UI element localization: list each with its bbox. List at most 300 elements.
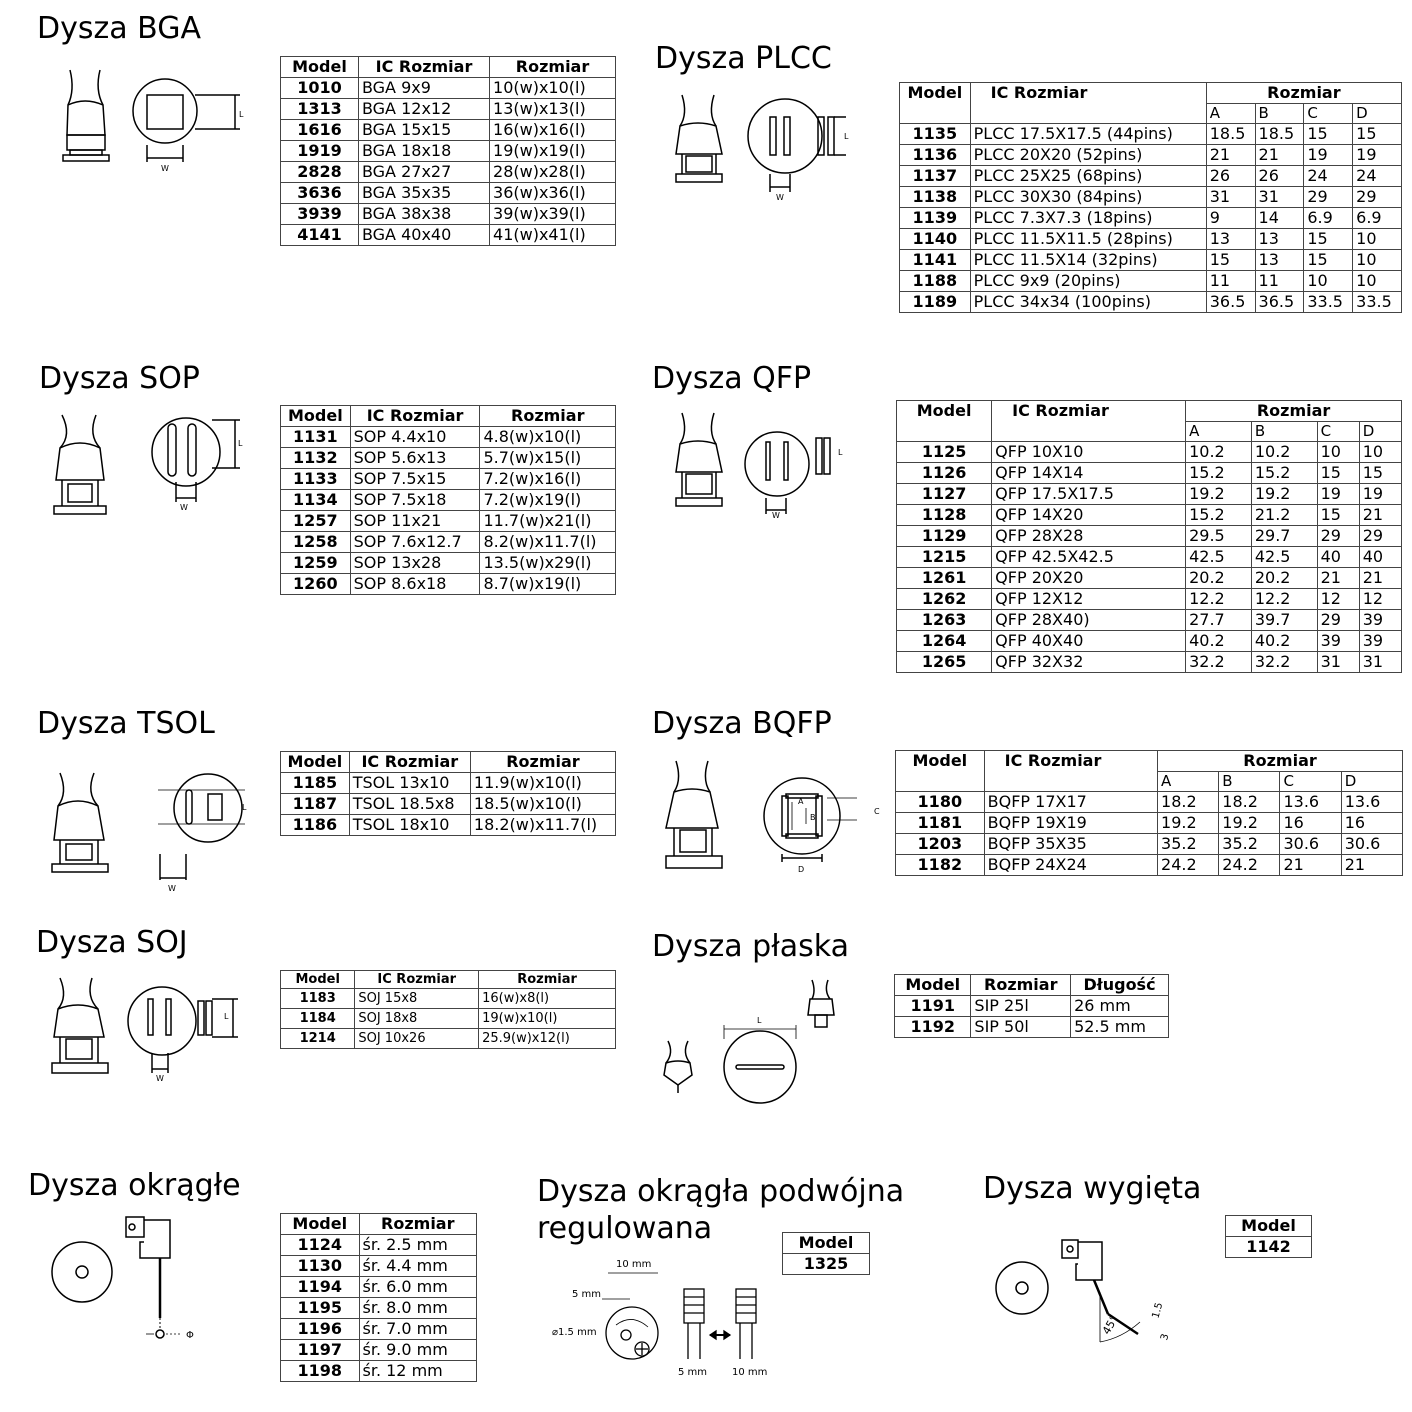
table-row (897, 547, 1402, 568)
model-cell: 1261 (897, 568, 992, 589)
value-cell: 32.2 (1186, 652, 1252, 673)
double-table (782, 1232, 870, 1275)
value-cell: QFP 42.5X42.5 (992, 547, 1186, 568)
value-cell: 6.9 (1353, 208, 1402, 229)
value-cell: BQFP 24X24 (984, 855, 1157, 876)
value-cell: 15 (1317, 463, 1359, 484)
value-cell: 10.2 (1186, 442, 1252, 463)
value-cell: QFP 14X20 (992, 505, 1186, 526)
soj-w-label: W (156, 1074, 164, 1083)
table-header: Rozmiar (1158, 751, 1403, 772)
value-cell: 13.6 (1341, 792, 1402, 813)
value-cell: 33.5 (1304, 292, 1353, 313)
table-row (897, 652, 1402, 673)
value-cell: 15 (1304, 250, 1353, 271)
model-cell: 1130 (281, 1256, 360, 1277)
tsol-table (280, 751, 616, 836)
bqfp-c-label: C (874, 807, 880, 816)
title-bga: Dysza BGA (37, 11, 201, 46)
model-cell: 2828 (281, 162, 359, 183)
table-header: Rozmiar (490, 57, 616, 78)
table-header-row (900, 83, 1402, 104)
title-sop: Dysza SOP (39, 361, 200, 396)
value-cell: 24 (1353, 166, 1402, 187)
value-cell: QFP 10X10 (992, 442, 1186, 463)
table-header-row (281, 971, 616, 989)
value-cell: 8.2(w)x11.7(l) (480, 532, 616, 553)
value-cell: 30.6 (1341, 834, 1402, 855)
value-cell: PLCC 7.3X7.3 (18pins) (970, 208, 1206, 229)
value-cell: 24.2 (1219, 855, 1280, 876)
value-cell: 40 (1359, 547, 1401, 568)
table-header: Model (281, 406, 351, 427)
flat-nozzle-drawing (660, 975, 860, 1110)
tsol-l-label: L (242, 803, 247, 812)
table-row (900, 166, 1402, 187)
value-cell: 24.2 (1158, 855, 1219, 876)
table-header: IC Rozmiar (355, 971, 479, 989)
value-cell: śr. 12 mm (359, 1361, 477, 1382)
value-cell: 18.5(w)x10(l) (470, 794, 615, 815)
value-cell: 21.2 (1251, 505, 1317, 526)
value-cell: 40 (1317, 547, 1359, 568)
table-header: Model (281, 57, 359, 78)
flat-table (894, 974, 1169, 1038)
table-row (281, 1256, 477, 1277)
value-cell: 10 (1353, 250, 1402, 271)
model-cell: 4141 (281, 225, 359, 246)
table-header: IC Rozmiar (970, 83, 1206, 124)
model-cell: 1136 (900, 145, 971, 166)
tsol-w-label: W (168, 884, 176, 893)
value-cell: QFP 40X40 (992, 631, 1186, 652)
value-cell: śr. 6.0 mm (359, 1277, 477, 1298)
bqfp-b-label: B (810, 813, 816, 822)
value-cell: 18.5 (1206, 124, 1255, 145)
value-cell: PLCC 11.5X11.5 (28pins) (970, 229, 1206, 250)
value-cell: 18.5 (1255, 124, 1304, 145)
table-row (900, 145, 1402, 166)
value-cell: 13 (1255, 250, 1304, 271)
value-cell: 18.2 (1158, 792, 1219, 813)
table-header: Model (900, 83, 971, 124)
model-cell: 1264 (897, 631, 992, 652)
model-cell: 1313 (281, 99, 359, 120)
value-cell: QFP 28X28 (992, 526, 1186, 547)
title-qfp: Dysza QFP (652, 361, 812, 396)
model-cell: 1141 (900, 250, 971, 271)
value-cell: TSOL 13x10 (349, 773, 470, 794)
value-cell: 16 (1280, 813, 1341, 834)
table-row (895, 1017, 1169, 1038)
table-row (281, 1319, 477, 1340)
double-right-label: 10 mm (732, 1367, 768, 1378)
model-cell: 1128 (897, 505, 992, 526)
value-cell: 19(w)x19(l) (490, 141, 616, 162)
table-header: Rozmiar (479, 971, 616, 989)
model-cell: 1265 (897, 652, 992, 673)
table-header-row (783, 1233, 870, 1254)
value-cell: 39(w)x39(l) (490, 204, 616, 225)
value-cell: 13 (1255, 229, 1304, 250)
table-header-row (1226, 1216, 1312, 1237)
value-cell: śr. 8.0 mm (359, 1298, 477, 1319)
table-row (281, 1340, 477, 1361)
table-subheader: A (1158, 772, 1219, 792)
value-cell: BGA 18x18 (358, 141, 489, 162)
table-row (783, 1254, 870, 1275)
tsol-nozzle-drawing (48, 768, 253, 898)
value-cell: 25.9(w)x12(l) (479, 1029, 616, 1049)
table-row (281, 448, 616, 469)
table-header: Model (281, 752, 350, 773)
value-cell: 6.9 (1304, 208, 1353, 229)
table-row (281, 78, 616, 99)
value-cell: SOP 8.6x18 (350, 574, 480, 595)
value-cell: QFP 17.5X17.5 (992, 484, 1186, 505)
value-cell: TSOL 18.5x8 (349, 794, 470, 815)
double-side-label: 5 mm (572, 1289, 602, 1300)
table-header: Rozmiar (1186, 401, 1402, 422)
table-header-row (896, 751, 1403, 772)
model-cell: 1125 (897, 442, 992, 463)
double-left-label: 5 mm (678, 1367, 708, 1378)
model-cell: 1259 (281, 553, 351, 574)
value-cell: 33.5 (1353, 292, 1402, 313)
table-row (281, 815, 616, 836)
table-row (281, 427, 616, 448)
value-cell: 36.5 (1206, 292, 1255, 313)
table-subheader: A (1206, 104, 1255, 124)
table-row (897, 631, 1402, 652)
table-row (900, 229, 1402, 250)
table-header: IC Rozmiar (358, 57, 489, 78)
value-cell: 11 (1206, 271, 1255, 292)
value-cell: BGA 40x40 (358, 225, 489, 246)
soj-l-label: L (224, 1012, 229, 1021)
value-cell: SOP 7.5x18 (350, 490, 480, 511)
model-cell: 1126 (897, 463, 992, 484)
table-header: Rozmiar (971, 975, 1071, 996)
value-cell: 21 (1206, 145, 1255, 166)
value-cell: 29 (1304, 187, 1353, 208)
table-row (897, 526, 1402, 547)
value-cell: 10 (1359, 442, 1401, 463)
model-cell: 1263 (897, 610, 992, 631)
value-cell: 7.2(w)x19(l) (480, 490, 616, 511)
table-header: Model (281, 971, 355, 989)
title-double-line2: regulowana (537, 1211, 713, 1246)
value-cell: 29 (1317, 526, 1359, 547)
model-cell: 1262 (897, 589, 992, 610)
value-cell: 41(w)x41(l) (490, 225, 616, 246)
table-row (281, 511, 616, 532)
sop-l-label: L (238, 439, 243, 448)
model-cell: 1195 (281, 1298, 360, 1319)
value-cell: 31 (1317, 652, 1359, 673)
title-soj: Dysza SOJ (36, 925, 188, 960)
value-cell: 29 (1353, 187, 1402, 208)
table-header: Rozmiar (1206, 83, 1401, 104)
value-cell: 19.2 (1186, 484, 1252, 505)
table-row (897, 505, 1402, 526)
value-cell: SOP 7.6x12.7 (350, 532, 480, 553)
value-cell: 39 (1359, 631, 1401, 652)
bga-nozzle-drawing (55, 65, 255, 175)
value-cell: 18.2(w)x11.7(l) (470, 815, 615, 836)
plcc-table (899, 82, 1402, 313)
value-cell: 31 (1359, 652, 1401, 673)
table-header-row (895, 975, 1169, 996)
bent-angle-label: 45° (1099, 1313, 1121, 1337)
value-cell: SOJ 10x26 (355, 1029, 479, 1049)
plcc-w-label: W (776, 193, 784, 202)
value-cell: 15 (1317, 505, 1359, 526)
table-subheader: C (1304, 104, 1353, 124)
table-header: IC Rozmiar (349, 752, 470, 773)
value-cell: 32.2 (1251, 652, 1317, 673)
value-cell: 16(w)x16(l) (490, 120, 616, 141)
table-header: Rozmiar (480, 406, 616, 427)
table-row (281, 1361, 477, 1382)
table-row (900, 124, 1402, 145)
model-cell: 1191 (895, 996, 971, 1017)
table-row (281, 99, 616, 120)
value-cell: SIP 50l (971, 1017, 1071, 1038)
table-subheader: B (1255, 104, 1304, 124)
value-cell: 19.2 (1158, 813, 1219, 834)
value-cell: SOP 5.6x13 (350, 448, 480, 469)
table-subheader: C (1280, 772, 1341, 792)
value-cell: 42.5 (1186, 547, 1252, 568)
table-row (281, 1235, 477, 1256)
table-row (281, 574, 616, 595)
model-cell: 1215 (897, 547, 992, 568)
round-nozzle-drawing (48, 1212, 208, 1347)
value-cell: 12 (1317, 589, 1359, 610)
value-cell: 10 (1353, 229, 1402, 250)
value-cell: SOP 7.5x15 (350, 469, 480, 490)
value-cell: 15.2 (1186, 463, 1252, 484)
value-cell: 9 (1206, 208, 1255, 229)
value-cell: SOP 4.4x10 (350, 427, 480, 448)
table-row (281, 469, 616, 490)
value-cell: BGA 9x9 (358, 78, 489, 99)
value-cell: 10 (1353, 271, 1402, 292)
value-cell: 36.5 (1255, 292, 1304, 313)
table-row (897, 484, 1402, 505)
value-cell: QFP 14X14 (992, 463, 1186, 484)
value-cell: PLCC 17.5X17.5 (44pins) (970, 124, 1206, 145)
value-cell: PLCC 20X20 (52pins) (970, 145, 1206, 166)
table-subheader: B (1251, 422, 1317, 442)
value-cell: 19 (1317, 484, 1359, 505)
value-cell: 21 (1280, 855, 1341, 876)
value-cell: 21 (1341, 855, 1402, 876)
value-cell: 13 (1206, 229, 1255, 250)
sop-table (280, 405, 616, 595)
soj-nozzle-drawing (48, 975, 248, 1085)
bent-table (1225, 1215, 1312, 1258)
title-bqfp: Dysza BQFP (652, 706, 832, 741)
round-phi-label: Φ (186, 1330, 194, 1341)
value-cell: 10 (1304, 271, 1353, 292)
table-row (281, 225, 616, 246)
value-cell: SIP 25l (971, 996, 1071, 1017)
value-cell: 13.6 (1280, 792, 1341, 813)
model-cell: 1258 (281, 532, 351, 553)
model-cell: 1134 (281, 490, 351, 511)
table-subheader: D (1353, 104, 1402, 124)
model-cell: 1187 (281, 794, 350, 815)
value-cell: SOP 11x21 (350, 511, 480, 532)
model-cell: 1197 (281, 1340, 360, 1361)
model-cell: 3939 (281, 204, 359, 225)
table-row (281, 1298, 477, 1319)
table-header: Model (895, 975, 971, 996)
title-plcc: Dysza PLCC (655, 41, 832, 76)
table-row (897, 463, 1402, 484)
value-cell: PLCC 30X30 (84pins) (970, 187, 1206, 208)
table-header-row (897, 401, 1402, 422)
qfp-w-label: W (772, 511, 780, 520)
qfp-table (896, 400, 1402, 673)
model-cell: 1183 (281, 989, 355, 1009)
model-cell: 1186 (281, 815, 350, 836)
model-cell: 1139 (900, 208, 971, 229)
value-cell: BGA 35x35 (358, 183, 489, 204)
table-row (1226, 1237, 1312, 1258)
value-cell: BGA 38x38 (358, 204, 489, 225)
model-cell: 1198 (281, 1361, 360, 1382)
table-row (900, 292, 1402, 313)
table-row (281, 773, 616, 794)
value-cell: 11 (1255, 271, 1304, 292)
model-cell: 1196 (281, 1319, 360, 1340)
table-row (281, 794, 616, 815)
value-cell: 15.2 (1186, 505, 1252, 526)
bga-table (280, 56, 616, 246)
table-subheader: C (1317, 422, 1359, 442)
value-cell: 29.7 (1251, 526, 1317, 547)
table-header: Długość (1071, 975, 1169, 996)
value-cell: 10(w)x10(l) (490, 78, 616, 99)
model-cell: 1181 (896, 813, 985, 834)
round-table (280, 1213, 477, 1382)
model-cell: 1137 (900, 166, 971, 187)
value-cell: 14 (1255, 208, 1304, 229)
value-cell: 26 (1206, 166, 1255, 187)
value-cell: 36(w)x36(l) (490, 183, 616, 204)
table-row (897, 610, 1402, 631)
value-cell: PLCC 25X25 (68pins) (970, 166, 1206, 187)
value-cell: BGA 27x27 (358, 162, 489, 183)
model-cell: 1135 (900, 124, 971, 145)
value-cell: 20.2 (1186, 568, 1252, 589)
model-cell: 1124 (281, 1235, 360, 1256)
table-header: Model (896, 751, 985, 792)
table-header: IC Rozmiar (992, 401, 1186, 442)
model-cell: 1184 (281, 1009, 355, 1029)
title-flat: Dysza płaska (652, 929, 849, 964)
bent-dim2-label: 3 (1159, 1332, 1172, 1342)
table-row (281, 120, 616, 141)
value-cell: 7.2(w)x16(l) (480, 469, 616, 490)
table-header: IC Rozmiar (350, 406, 480, 427)
value-cell: 21 (1359, 568, 1401, 589)
value-cell: 12.2 (1251, 589, 1317, 610)
value-cell: 12 (1359, 589, 1401, 610)
table-row (900, 208, 1402, 229)
table-row (897, 568, 1402, 589)
value-cell: 15 (1304, 124, 1353, 145)
table-header: Model (783, 1233, 870, 1254)
value-cell: 35.2 (1219, 834, 1280, 855)
bga-l-label: L (239, 110, 244, 119)
value-cell: BGA 15x15 (358, 120, 489, 141)
model-cell: 1185 (281, 773, 350, 794)
title-double-line1: Dysza okrągła podwójna (537, 1174, 905, 1209)
value-cell: 19 (1304, 145, 1353, 166)
table-row (281, 1029, 616, 1049)
value-cell: 19 (1359, 484, 1401, 505)
value-cell: 39.7 (1251, 610, 1317, 631)
value-cell: 18.2 (1219, 792, 1280, 813)
model-cell: 1131 (281, 427, 351, 448)
value-cell: 35.2 (1158, 834, 1219, 855)
value-cell: BQFP 17X17 (984, 792, 1157, 813)
value-cell: QFP 12X12 (992, 589, 1186, 610)
value-cell: 10 (1317, 442, 1359, 463)
table-header-row (281, 57, 616, 78)
model-cell: 1142 (1226, 1237, 1312, 1258)
value-cell: PLCC 34x34 (100pins) (970, 292, 1206, 313)
value-cell: PLCC 9x9 (20pins) (970, 271, 1206, 292)
value-cell: 42.5 (1251, 547, 1317, 568)
model-cell: 1919 (281, 141, 359, 162)
value-cell: 15 (1206, 250, 1255, 271)
value-cell: 28(w)x28(l) (490, 162, 616, 183)
table-header: Rozmiar (470, 752, 615, 773)
model-cell: 1180 (896, 792, 985, 813)
value-cell: PLCC 11.5X14 (32pins) (970, 250, 1206, 271)
value-cell: 15 (1359, 463, 1401, 484)
value-cell: 4.8(w)x10(l) (480, 427, 616, 448)
value-cell: 19 (1353, 145, 1402, 166)
value-cell: śr. 4.4 mm (359, 1256, 477, 1277)
value-cell: SOP 13x28 (350, 553, 480, 574)
table-subheader: B (1219, 772, 1280, 792)
model-cell: 1257 (281, 511, 351, 532)
table-row (281, 1009, 616, 1029)
value-cell: 19.2 (1219, 813, 1280, 834)
bent-nozzle-drawing (990, 1232, 1190, 1357)
value-cell: BQFP 35X35 (984, 834, 1157, 855)
value-cell: 19(w)x10(l) (479, 1009, 616, 1029)
value-cell: 15 (1353, 124, 1402, 145)
table-row (900, 271, 1402, 292)
value-cell: 40.2 (1251, 631, 1317, 652)
qfp-nozzle-drawing (668, 410, 858, 522)
soj-table (280, 970, 616, 1049)
table-row (281, 532, 616, 553)
value-cell: 29.5 (1186, 526, 1252, 547)
value-cell: 11.7(w)x21(l) (480, 511, 616, 532)
value-cell: 31 (1206, 187, 1255, 208)
bqfp-nozzle-drawing (662, 758, 892, 878)
value-cell: śr. 7.0 mm (359, 1319, 477, 1340)
model-cell: 1203 (896, 834, 985, 855)
